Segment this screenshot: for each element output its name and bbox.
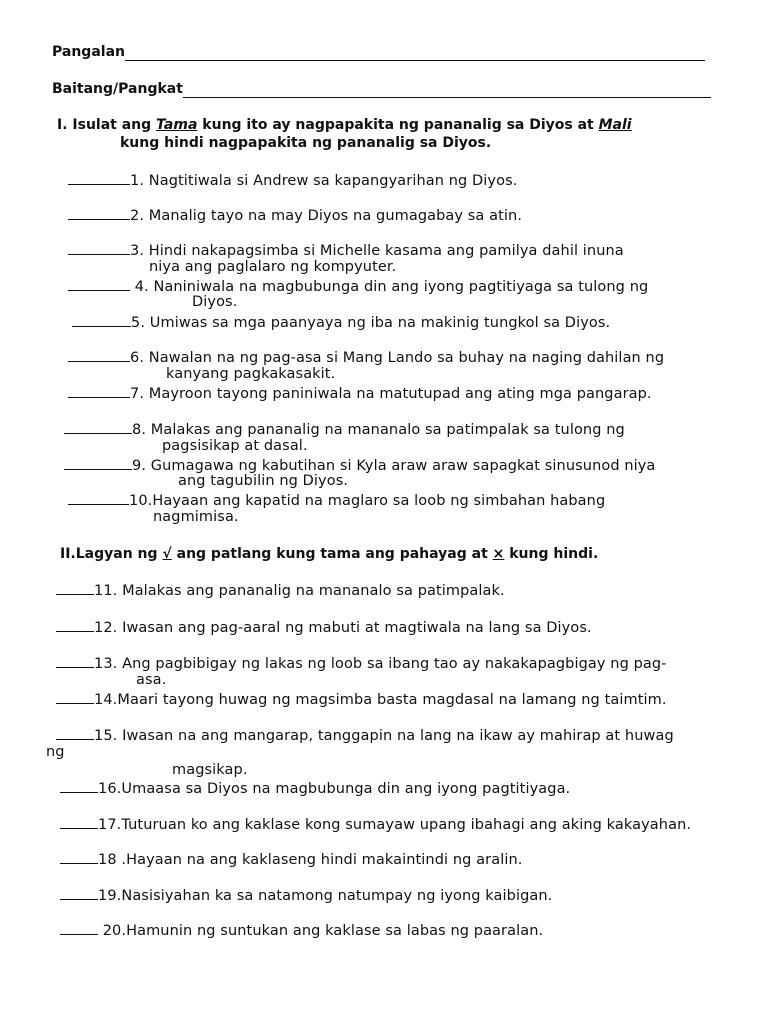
answer-blank[interactable] [68,348,130,362]
list-item: 16.Umaasa sa Diyos na magbubunga din ang iyong pagtitiyaga. [60,779,570,798]
answer-blank[interactable] [56,690,94,704]
list-item: 19.Nasisiyahan ka sa natamong natumpay ng iyong kaibigan. [60,886,552,905]
list-item-continued: nagmimisa. [153,509,239,525]
list-item: 9. Gumagawa ng kabutihan si Kyla araw araw sapagkat sinusunod niya [64,456,655,475]
section1-instruction-line2: kung hindi nagpapakita ng pananalig sa Diyos. [120,135,492,151]
answer-blank[interactable] [68,491,129,505]
section1-instruction: I. Isulat ang Tama kung ito ay nagpapakita ng pananalig sa Diyos at Mali [57,117,632,133]
tama-word: Tama [156,117,198,133]
answer-blank[interactable] [60,815,98,829]
list-item-continued: pagsisikap at dasal. [162,438,308,454]
answer-blank[interactable] [56,654,94,668]
list-item: 3. Hindi nakapagsimba si Michelle kasama ang pamilya dahil inuna [68,241,624,260]
answer-blank[interactable] [68,384,130,398]
name-label: Pangalan [52,44,125,60]
name-blank[interactable] [125,45,705,61]
list-item: 20.Hamunin ng suntukan ang kaklase sa labas ng paaralan. [60,921,543,940]
section2-instruction: II.Lagyan ng √ ang patlang kung tama ang pahayag at × kung hindi. [60,546,599,562]
answer-blank[interactable] [68,171,130,185]
answer-blank[interactable] [64,456,132,470]
answer-blank[interactable] [56,618,94,632]
list-item-continued: ang tagubilin ng Diyos. [178,473,349,489]
list-item: 14.Maari tayong huwag ng magsimba basta magdasal na lamang ng taimtim. [56,690,667,709]
grade-field [52,81,711,98]
list-item: 4. Naniniwala na magbubunga din ang iyong pagtitiyaga sa tulong ng [68,277,648,296]
list-item: 12. Iwasan ang pag-aaral ng mabuti at magtiwala na lang sa Diyos. [56,618,592,637]
list-item: 13. Ang pagbibigay ng lakas ng loob sa ibang tao ay nakakapagbigay ng pag- [56,654,667,673]
list-item-continued: Diyos. [192,294,238,310]
list-item: 5. Umiwas sa mga paanyaya ng iba na makinig tungkol sa Diyos. [72,313,610,332]
list-item: 15. Iwasan na ang mangarap, tanggapin na lang na ikaw ay mahirap at huwag [56,726,674,745]
check-mark: √ [162,546,172,562]
answer-blank[interactable] [60,921,98,935]
answer-blank[interactable] [60,886,98,900]
list-item: 17.Tuturuan ko ang kaklase kong sumayaw upang ibahagi ang aking kakayahan. [60,815,691,834]
answer-blank[interactable] [56,581,94,595]
answer-blank[interactable] [60,850,98,864]
list-item: 10.Hayaan ang kapatid na maglaro sa loob ng simbahan habang [68,491,605,510]
answer-blank[interactable] [68,241,130,255]
list-item: 18 .Hayaan na ang kaklaseng hindi makaintindi ng aralin. [60,850,522,869]
answer-blank[interactable] [72,313,131,327]
list-item: 11. Malakas ang pananalig na mananalo sa patimpalak. [56,581,505,600]
answer-blank[interactable] [56,726,94,740]
list-item: 7. Mayroon tayong paniniwala na matutupad ang ating mga pangarap. [68,384,652,403]
list-item-continued: ng [46,744,65,760]
list-item: 2. Manalig tayo na may Diyos na gumagabay sa atin. [68,206,522,225]
mali-word: Mali [598,117,632,133]
grade-blank[interactable] [183,82,711,98]
list-item: 8. Malakas ang pananalig na mananalo sa patimpalak sa tulong ng [64,420,625,439]
answer-blank[interactable] [68,206,130,220]
answer-blank[interactable] [64,420,132,434]
list-item-continued: asa. [136,672,167,688]
list-item: 1. Nagtitiwala si Andrew sa kapangyarihan ng Diyos. [68,171,517,190]
list-item: 6. Nawalan na ng pag-asa si Mang Lando sa buhay na naging dahilan ng [68,348,664,367]
list-item-continued: magsikap. [172,762,248,778]
list-item-continued: kanyang pagkakasakit. [166,366,336,382]
list-item-continued: niya ang paglalaro ng kompyuter. [149,259,397,275]
cross-mark: × [492,546,505,562]
answer-blank[interactable] [68,277,130,291]
answer-blank[interactable] [60,779,98,793]
name-field [52,44,705,61]
grade-label: Baitang/Pangkat [52,81,183,97]
